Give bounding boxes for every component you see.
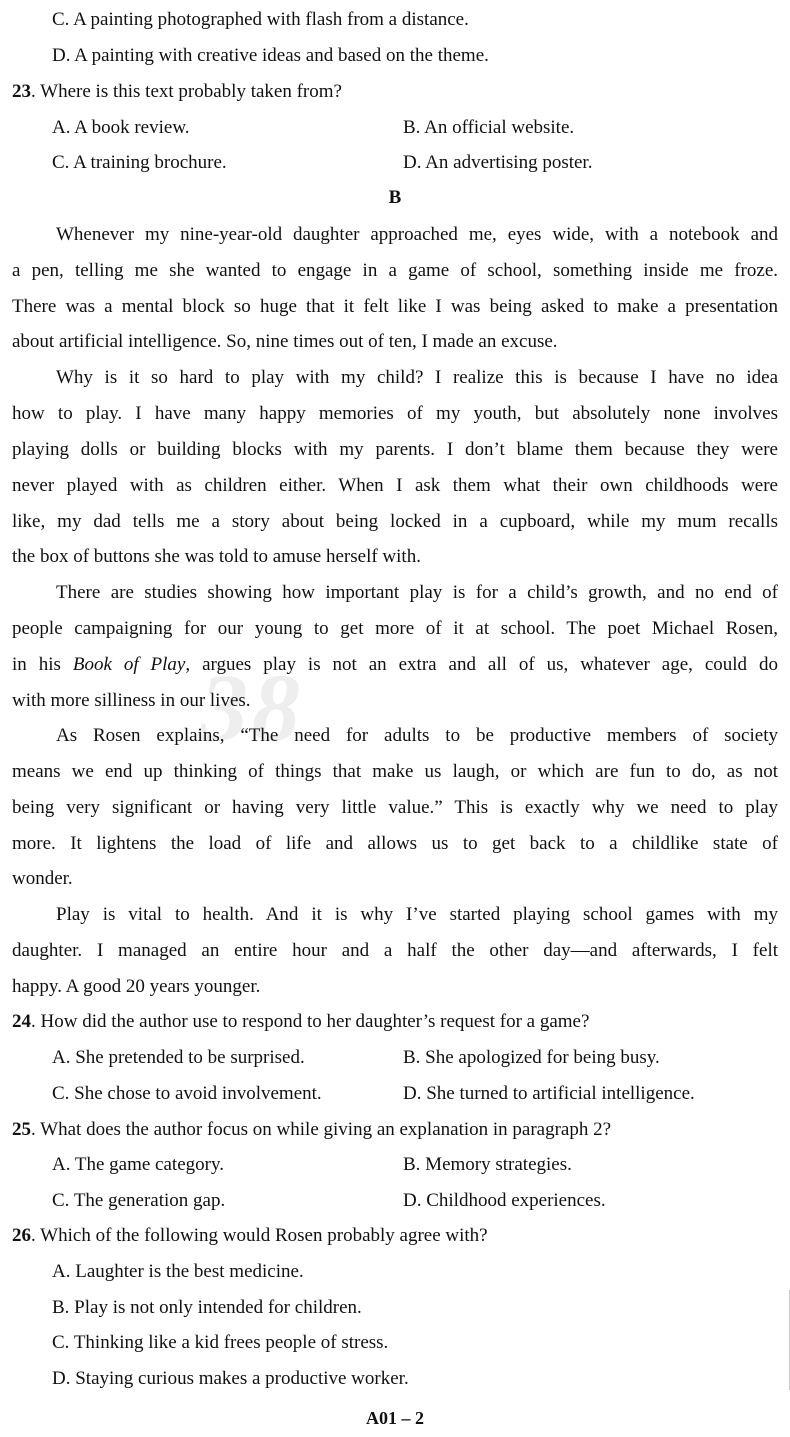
q24-option-a: A. She pretended to be surprised. <box>52 1047 305 1068</box>
q22-option-c: C. A painting photographed with flash from a distance. <box>52 9 469 30</box>
passage-p1-line3: There was a mental block so huge that it felt like I was being asked to make a presentation <box>12 296 778 317</box>
q26-option-c: C. Thinking like a kid frees people of stress. <box>52 1332 389 1353</box>
q26-option-a: A. Laughter is the best medicine. <box>52 1261 304 1282</box>
passage-p2-line6: the box of buttons she was told to amuse herself with. <box>12 546 421 567</box>
q26-stem: 26. Which of the following would Rosen probably agree with? <box>12 1225 488 1246</box>
q24-option-b: B. She apologized for being busy. <box>403 1047 660 1068</box>
passage-p2-line5: like, my dad tells me a story about being locked in a cupboard, while my mum recalls <box>12 511 778 532</box>
passage-p3-line2: people campaigning for our young to get more of it at school. The poet Michael Rosen, <box>12 618 778 639</box>
passage-p4-line5: wonder. <box>12 868 73 889</box>
passage-p3-line3 <box>12 653 778 677</box>
passage-p4-line4: more. It lightens the load of life and allows us to get back to a childlike state of <box>12 833 778 854</box>
passage-p5-line2: daughter. I managed an entire hour and a half the other day—and afterwards, I felt <box>12 940 778 961</box>
q26-option-d: D. Staying curious makes a productive worker. <box>52 1368 409 1389</box>
q24-option-d: D. She turned to artificial intelligence. <box>403 1083 695 1104</box>
passage-p5-line1: Play is vital to health. And it is why I’ve started playing school games with my <box>56 904 778 925</box>
watermark-38: 38 <box>200 654 304 761</box>
q23-stem-text: Where is this text probably taken from? <box>40 81 342 102</box>
passage-p3-line4: with more silliness in our lives. <box>12 690 251 711</box>
q24-option-c: C. She chose to avoid involvement. <box>52 1083 322 1104</box>
q26-option-b: B. Play is not only intended for children. <box>52 1297 362 1318</box>
q25-option-c: C. The generation gap. <box>52 1190 226 1211</box>
passage-p3-line1: There are studies showing how important play is for a child’s growth, and no end of <box>56 582 778 603</box>
passage-p5-line3: happy. A good 20 years younger. <box>12 976 261 997</box>
page-footer: A01 – 2 <box>366 1408 424 1428</box>
q24-number: 24 <box>12 1011 31 1032</box>
q25-stem: 25. What does the author focus on while giving an explanation in paragraph 2? <box>12 1119 612 1140</box>
passage-p4-line2: means we end up thinking of things that make us laugh, or which are fun to do, as not <box>12 761 778 782</box>
q25-option-a: A. The game category. <box>52 1154 224 1175</box>
q25-option-b: B. Memory strategies. <box>403 1154 572 1175</box>
q26-stem-text: Which of the following would Rosen probably agree with? <box>40 1225 488 1246</box>
q25-stem-text: What does the author focus on while giving an explanation in paragraph 2? <box>40 1119 612 1140</box>
q23-option-b: B. An official website. <box>403 117 575 138</box>
section-heading: B <box>388 187 402 208</box>
q23-stem: 23. Where is this text probably taken from? <box>12 81 342 102</box>
q25-option-d: D. Childhood experiences. <box>403 1190 606 1211</box>
q23-number: 23 <box>12 81 31 102</box>
passage-p4-line3: being very significant or having very little value.” This is exactly why we need to play <box>12 797 778 818</box>
passage-p2-line4: never played with as children either. When I ask them what their own childhoods were <box>12 475 778 496</box>
passage-p1-line2: a pen, telling me she wanted to engage in a game of school, something inside me froze. <box>12 260 778 281</box>
passage-p4-line1: As Rosen explains, “The need for adults to be productive members of society <box>56 725 778 746</box>
q25-number: 25 <box>12 1119 31 1140</box>
p3-line3-post: , argues play is not an extra and all of us, whatever age, could do <box>185 654 778 675</box>
q26-number: 26 <box>12 1225 31 1246</box>
q23-option-c: C. A training brochure. <box>52 152 227 173</box>
passage-p1-line4: about artificial intelligence. So, nine times out of ten, I made an excuse. <box>12 331 558 352</box>
q22-option-d: D. A painting with creative ideas and based on the theme. <box>52 45 489 66</box>
book-of-play-title: Book of Play <box>72 654 186 675</box>
q23-option-d: D. An advertising poster. <box>403 152 593 173</box>
q24-stem: 24. How did the author use to respond to her daughter’s request for a game? <box>12 1011 590 1032</box>
passage-p1-line1: Whenever my nine-year-old daughter approached me, eyes wide, with a notebook and <box>56 224 778 245</box>
passage-p2-line1: Why is it so hard to play with my child? I realize this is because I have no idea <box>56 367 778 388</box>
passage-p2-line2: how to play. I have many happy memories of my youth, but absolutely none involves <box>12 403 778 424</box>
q24-stem-text: How did the author use to respond to her daughter’s request for a game? <box>40 1011 590 1032</box>
q23-option-a: A. A book review. <box>52 117 190 138</box>
p3-line3-pre: in his <box>12 654 73 675</box>
passage-p2-line3: playing dolls or building blocks with my parents. I don’t blame them because they were <box>12 439 778 460</box>
